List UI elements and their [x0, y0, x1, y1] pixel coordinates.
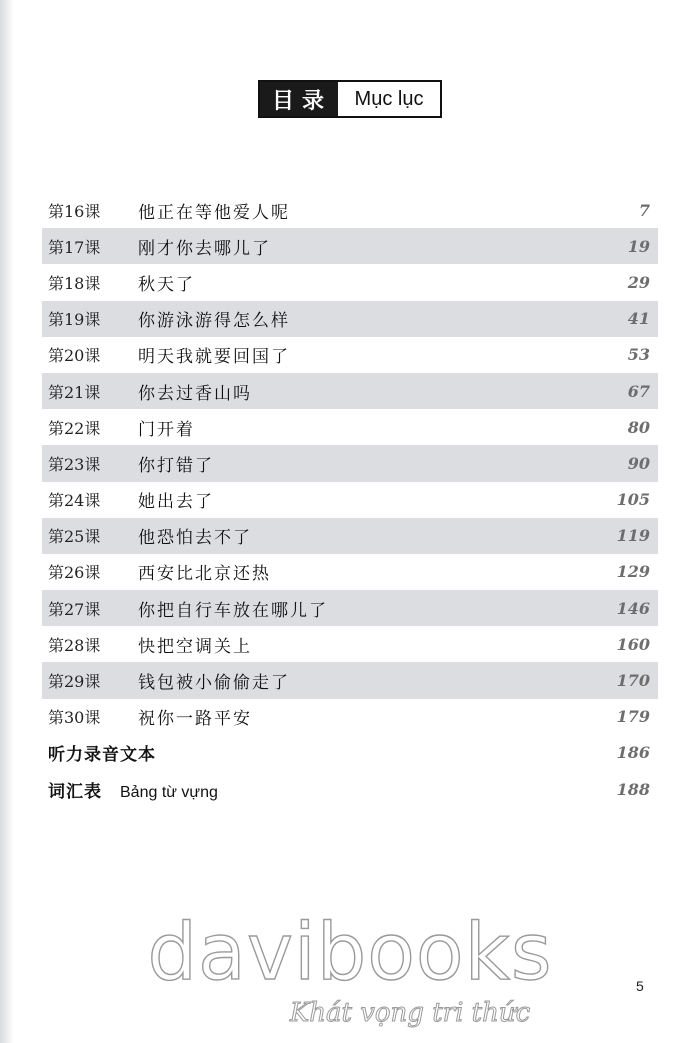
lesson-title: 门开着 — [138, 419, 195, 440]
page-reference: 160 — [616, 634, 650, 654]
toc-row[interactable] — [42, 518, 658, 554]
lesson-number: 第22课 — [48, 418, 101, 438]
toc-row[interactable] — [42, 337, 658, 373]
lesson-title: 秋天了 — [138, 274, 195, 295]
lesson-title: 他正在等他爱人呢 — [138, 202, 290, 223]
section-label — [42, 777, 578, 802]
section-label-vietnamese: Bảng từ vựng — [120, 783, 218, 801]
page-reference: 188 — [616, 779, 650, 799]
page-reference: 80 — [627, 417, 650, 437]
toc-row[interactable] — [42, 699, 658, 735]
toc-title-vietnamese: Mục lục — [354, 87, 424, 110]
page-reference: 170 — [616, 671, 650, 691]
lesson-number: 第25课 — [48, 527, 101, 547]
page-reference: 146 — [616, 598, 650, 618]
lesson-number: 第18课 — [48, 273, 101, 293]
toc-row[interactable] — [42, 445, 658, 481]
toc-row-transcripts[interactable] — [42, 735, 658, 771]
toc-row[interactable] — [42, 192, 658, 228]
page-edge-shadow — [0, 0, 14, 1043]
lesson-title: 快把空调关上 — [138, 636, 252, 657]
toc-row[interactable] — [42, 409, 658, 445]
section-label-chinese: 听力录音文本 — [48, 745, 156, 766]
lesson-number: 第30课 — [48, 708, 101, 728]
lesson-number: 第26课 — [48, 563, 101, 583]
watermark-slogan: Khát vọng tri thức — [289, 998, 531, 1028]
toc-row[interactable] — [42, 301, 658, 337]
toc-row[interactable] — [42, 590, 658, 626]
page-reference: 179 — [616, 707, 650, 727]
page-reference: 7 — [638, 200, 650, 220]
toc-row[interactable] — [42, 373, 658, 409]
lesson-title: 你打错了 — [138, 455, 214, 476]
lesson-number: 第24课 — [48, 491, 101, 511]
watermark-brand: davibooks — [147, 908, 553, 998]
lesson-number: 第20课 — [48, 346, 101, 366]
lesson-number: 第19课 — [48, 310, 101, 330]
toc-title — [258, 80, 442, 118]
lesson-title: 西安比北京还热 — [138, 564, 271, 585]
toc-title-chinese: 目录 — [260, 82, 338, 116]
page-reference: 90 — [627, 453, 650, 473]
lesson-title: 你去过香山吗 — [138, 383, 252, 404]
lesson-number: 第21课 — [48, 382, 101, 402]
lesson-number: 第27课 — [48, 599, 101, 619]
lesson-number: 第29课 — [48, 672, 101, 692]
page-reference: 19 — [627, 236, 650, 256]
page-reference: 53 — [627, 345, 650, 365]
page-reference: 41 — [627, 309, 650, 329]
lesson-title: 祝你一路平安 — [138, 709, 252, 730]
lesson-number: 第16课 — [48, 201, 101, 221]
page-number: 5 — [636, 978, 644, 994]
page-reference: 186 — [616, 743, 650, 763]
toc-row[interactable] — [42, 482, 658, 518]
toc-row-vocabulary[interactable] — [42, 771, 658, 807]
toc-row[interactable] — [42, 662, 658, 698]
section-label — [42, 740, 578, 765]
page-reference: 119 — [616, 526, 650, 546]
toc-row[interactable] — [42, 264, 658, 300]
lesson-number: 第17课 — [48, 237, 101, 257]
toc-row[interactable] — [42, 626, 658, 662]
lesson-title: 他恐怕去不了 — [138, 528, 252, 549]
page-reference: 105 — [616, 490, 650, 510]
section-label-chinese: 词汇表 — [48, 781, 102, 802]
lesson-title: 刚才你去哪儿了 — [138, 238, 271, 259]
toc-row[interactable] — [42, 228, 658, 264]
lesson-number: 第28课 — [48, 635, 101, 655]
lesson-number: 第23课 — [48, 454, 101, 474]
table-of-contents — [42, 192, 658, 807]
lesson-title: 明天我就要回国了 — [138, 347, 290, 368]
page-reference: 67 — [627, 381, 650, 401]
lesson-title: 你游泳游得怎么样 — [138, 311, 290, 332]
lesson-title: 钱包被小偷偷走了 — [138, 673, 290, 694]
page-reference: 129 — [616, 562, 650, 582]
toc-row[interactable] — [42, 554, 658, 590]
page-reference: 29 — [627, 272, 650, 292]
lesson-title: 你把自行车放在哪儿了 — [138, 600, 328, 621]
lesson-title: 她出去了 — [138, 492, 214, 513]
